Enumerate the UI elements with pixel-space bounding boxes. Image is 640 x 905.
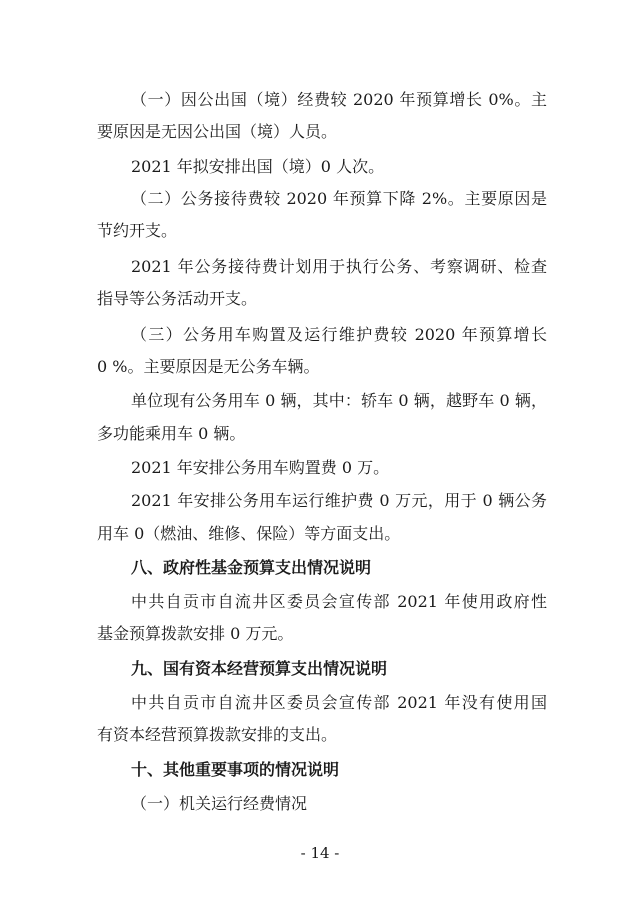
paragraph-line: 0 %。主要原因是无公务车辆。: [97, 357, 320, 376]
paragraph-line: 节约开支。: [97, 221, 178, 240]
paragraph-line: 2021 年公务接待费计划用于执行公务、考察调研、检查: [131, 257, 547, 276]
section-heading: 十、其他重要事项的情况说明: [131, 760, 340, 779]
paragraph-line: 2021 年拟安排出国（境）0 人次。: [131, 157, 385, 176]
paragraph-line: （一）因公出国（境）经费较 2020 年预算增长 0%。主: [131, 90, 547, 109]
paragraph-line: 要原因是无因公出国（境）人员。: [97, 122, 338, 141]
paragraph-line: 中共自贡市自流井区委员会宣传部 2021 年使用政府性: [131, 592, 547, 611]
paragraph-line: 有资本经营预算拨款安排的支出。: [97, 725, 338, 744]
section-heading: 九、国有资本经营预算支出情况说明: [131, 659, 388, 678]
paragraph-line: 单位现有公务用车 0 辆，其中：轿车 0 辆，越野车 0 辆，: [131, 391, 547, 410]
paragraph-line: 中共自贡市自流井区委员会宣传部 2021 年没有使用国: [131, 693, 547, 712]
paragraph-line: 用车 0（燃油、维修、保险）等方面支出。: [97, 524, 401, 543]
section-heading: 八、政府性基金预算支出情况说明: [131, 558, 372, 577]
page-number: - 14 -: [300, 844, 340, 862]
paragraph-line: 2021 年安排公务用车购置费 0 万。: [131, 458, 390, 477]
paragraph-line: （二）公务接待费较 2020 年预算下降 2%。主要原因是: [131, 189, 547, 208]
paragraph-line: （一）机关运行经费情况: [131, 794, 308, 813]
paragraph-line: 基金预算拨款安排 0 万元。: [97, 624, 294, 643]
paragraph-line: 指导等公务活动开支。: [97, 289, 258, 308]
paragraph-line: 多功能乘用车 0 辆。: [97, 424, 246, 443]
paragraph-line: 2021 年安排公务用车运行维护费 0 万元，用于 0 辆公务: [131, 491, 547, 510]
paragraph-line: （三）公务用车购置及运行维护费较 2020 年预算增长: [131, 325, 547, 344]
